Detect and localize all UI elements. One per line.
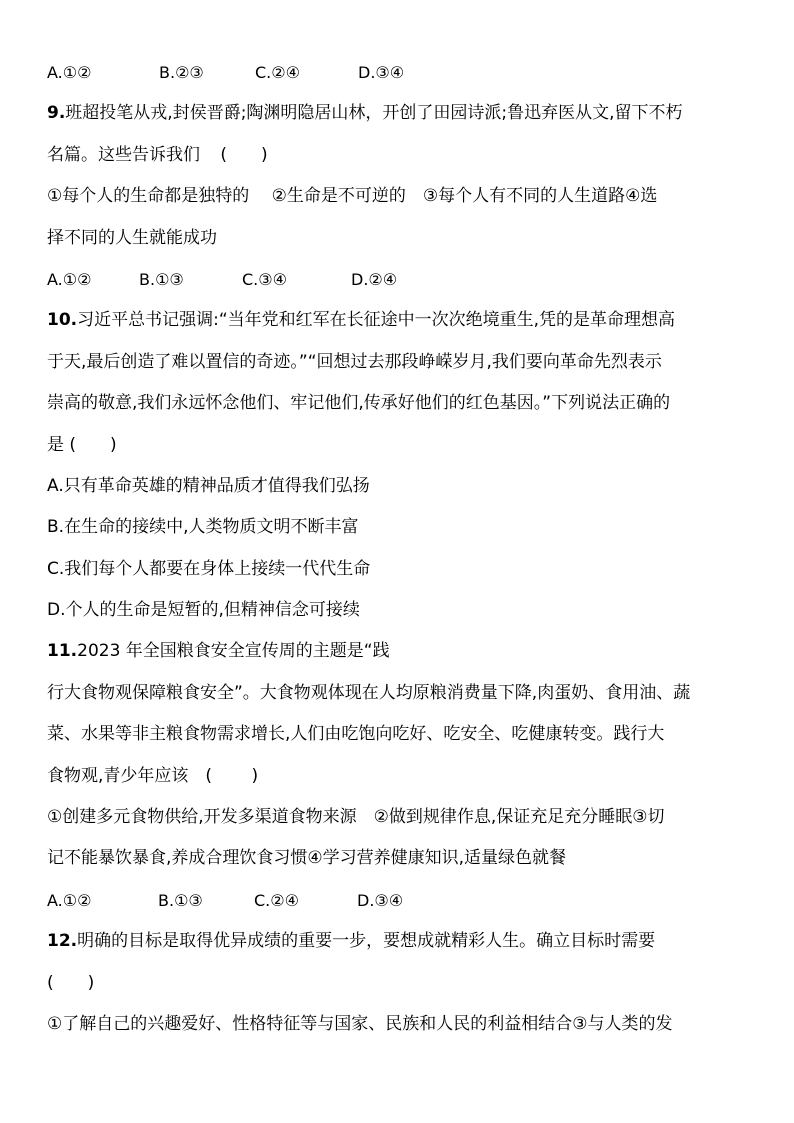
q10-stem-line-1 <box>47 300 757 341</box>
q12-stem-line-1 <box>47 921 757 962</box>
q8-options <box>47 52 757 93</box>
q11-stem-line-2: 行大食物观保障粮食安全”。大食物观体现在人均原粮消费量下降,肉蛋奶、食用油、蔬 <box>47 682 691 703</box>
q10-stem-text-1: 习近平总书记强调:“当年党和红军在长征途中一次次绝境重生,凭的是革命理想高 <box>77 310 676 331</box>
q10-stem-line-2: 于天,最后创造了难以置信的奇迹。”“回想过去那段峥嵘岁月,我们要向革命先烈表示 <box>47 351 662 372</box>
q11-number: 11. <box>47 641 78 662</box>
q9-number: 9. <box>47 103 66 124</box>
q9-option-a: A.①② <box>47 269 92 289</box>
q10-option-b: B.在生命的接续中,人类物质文明不断丰富 <box>47 517 359 538</box>
q9-choices-line-1: ①每个人的生命都是独特的 ②生命是不可逆的 ③每个人有不同的人生道路④选 <box>47 186 658 207</box>
q11-option-a: A.①② <box>47 890 92 910</box>
q11-stem-line-1 <box>47 631 757 672</box>
q9-options <box>47 259 757 300</box>
q11-stem-line-3: 菜、水果等非主粮食物需求增长,人们由吃饱向吃好、吃安全、吃健康转变。践行大 <box>47 724 665 745</box>
q8-option-d: D.③④ <box>358 63 405 82</box>
q12-stem-line-2: ( ) <box>47 972 95 993</box>
q12-choices-line-1: ①了解自己的兴趣爱好、性格特征等与国家、民族和人民的利益相结合③与人类的发 <box>47 1013 673 1034</box>
q11-option-d: D.③④ <box>357 890 404 910</box>
q10-option-d: D.个人的生命是短暂的,但精神信念可接续 <box>47 600 360 621</box>
q11-stem-line-4: 食物观,青少年应该 ( ) <box>47 765 259 786</box>
q10-option-a: A.只有革命英雄的精神品质才值得我们弘扬 <box>47 475 370 496</box>
q11-option-b: B.①③ <box>158 890 203 910</box>
q11-choices-line-1: ①创建多元食物供给,开发多渠道食物来源 ②做到规律作息,保证充足充分睡眠③切 <box>47 807 665 828</box>
q12-number: 12. <box>47 931 78 952</box>
exam-page <box>47 52 757 1045</box>
q11-options <box>47 880 757 921</box>
q9-option-c: C.③④ <box>242 269 287 289</box>
q9-stem-line-1 <box>47 93 757 134</box>
q8-option-b: B.②③ <box>159 63 204 82</box>
q11-stem-text-1: 2023 年全国粮食安全宣传周的主题是“践 <box>77 641 390 662</box>
q8-option-a: A.①② <box>47 63 92 82</box>
q9-stem-line-2: 名篇。这些告诉我们 ( ) <box>47 144 268 165</box>
q10-stem-line-4: 是 ( ) <box>47 434 117 455</box>
q10-number: 10. <box>47 310 78 331</box>
q10-stem-line-3: 崇高的敬意,我们永远怀念他们、牢记他们,传承好他们的红色基因。”下列说法正确的 <box>47 393 671 414</box>
q9-choices-line-2: 择不同的人生就能成功 <box>47 227 217 248</box>
q9-option-b: B.①③ <box>139 269 184 289</box>
q12-stem-text-1: 明确的目标是取得优异成绩的重要一步，要想成就精彩人生。确立目标时需要 <box>77 931 656 952</box>
q9-stem-text-1: 班超投笔从戎,封侯晋爵;陶渊明隐居山林，开创了田园诗派;鲁迅弃医从文,留下不朽 <box>65 103 683 124</box>
q11-option-c: C.②④ <box>254 890 299 910</box>
q11-choices-line-2: 记不能暴饮暴食,养成合理饮食习惯④学习营养健康知识,适量绿色就餐 <box>47 848 567 869</box>
q8-option-c: C.②④ <box>255 63 300 82</box>
q10-option-c: C.我们每个人都要在身体上接续一代代生命 <box>47 558 371 579</box>
q9-option-d: D.②④ <box>351 269 398 289</box>
